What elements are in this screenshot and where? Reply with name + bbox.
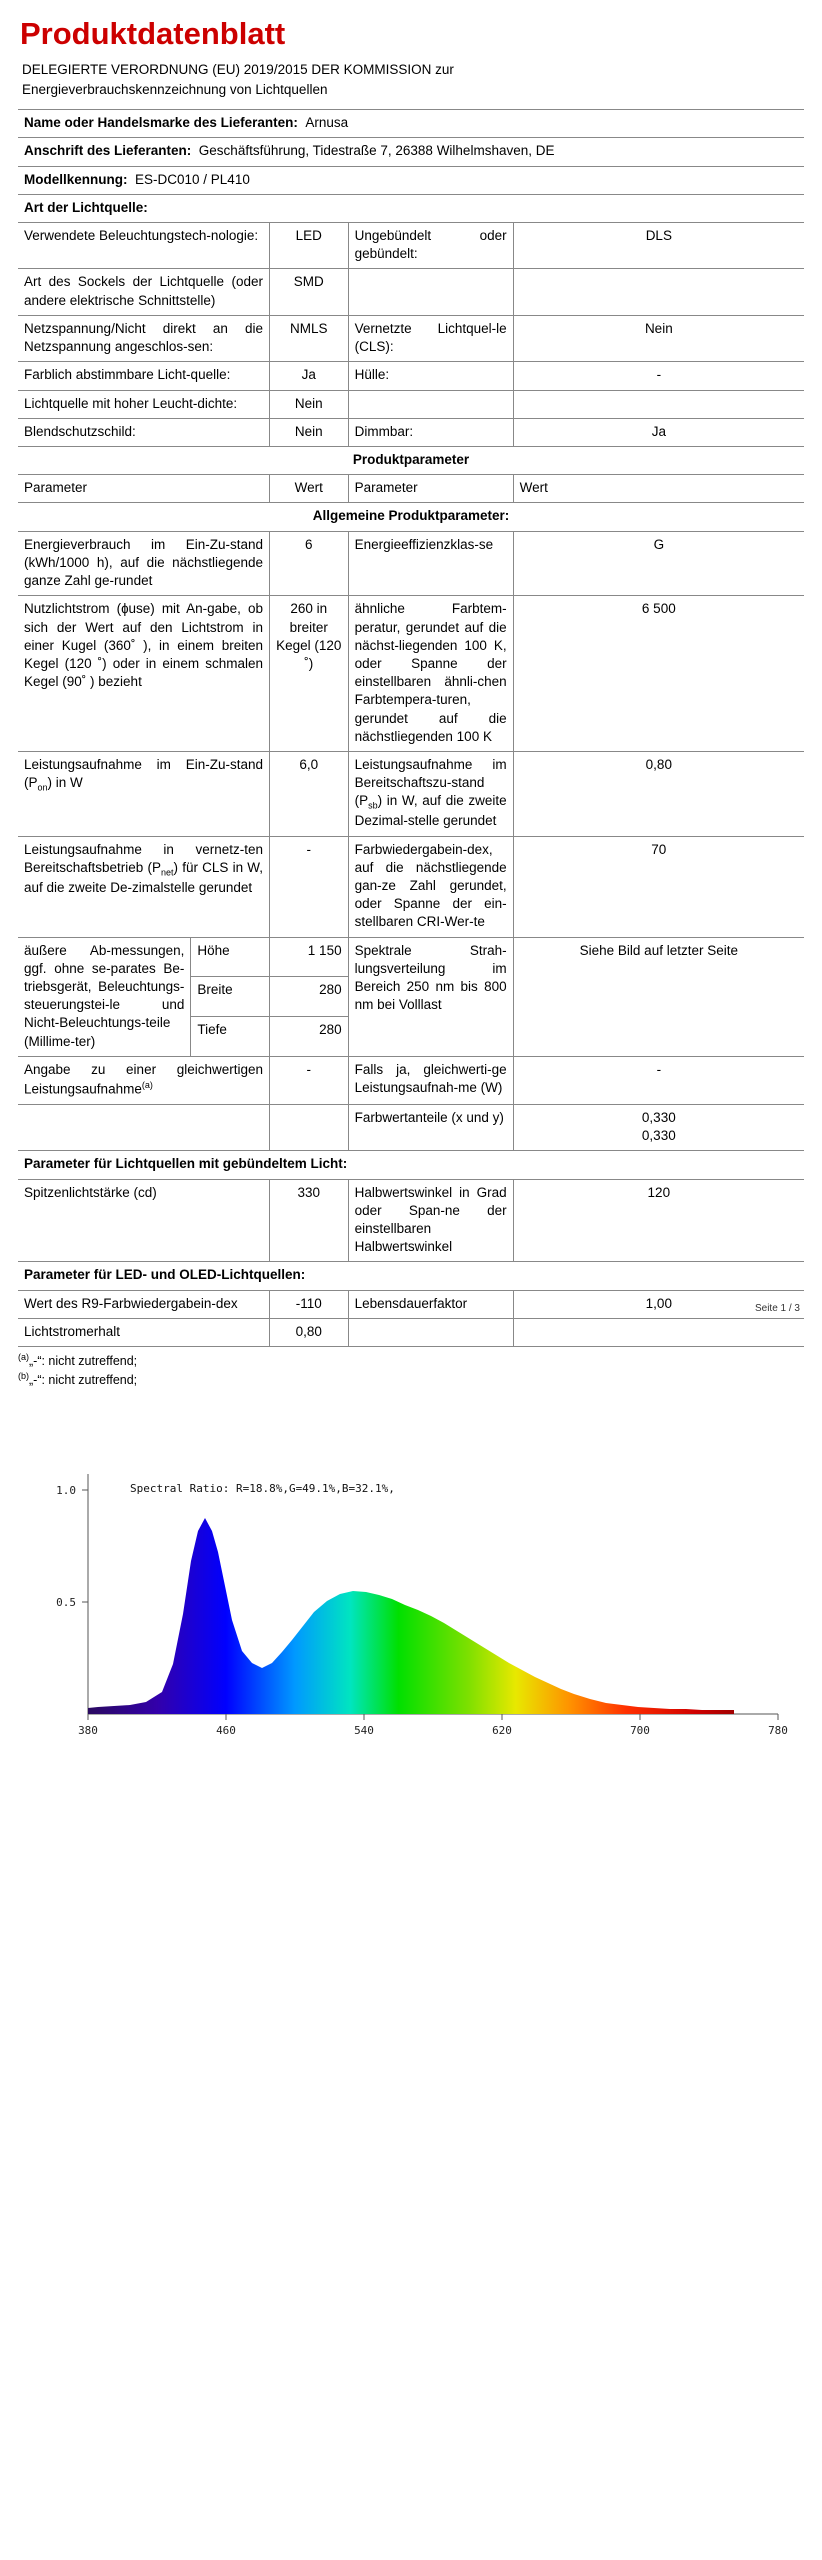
table-row (18, 752, 804, 836)
table-row (18, 1179, 804, 1262)
section-led-oled: Parameter für LED- und OLED-Lichtquellen: (18, 1262, 804, 1290)
table-row (18, 596, 804, 752)
type-value-2 (513, 269, 804, 315)
section-light-source-type: Art der Lichtquelle: (18, 194, 804, 222)
led-label: Lichtstromerhalt (18, 1318, 270, 1346)
model-value: ES-DC010 / PL410 (135, 171, 250, 187)
param-value: 260 in breiter Kegel (120 ˚) (270, 596, 349, 752)
supplier-address-value: Geschäftsführung, Tidestraße 7, 26388 Wilhelmshaven, DE (198, 143, 555, 159)
equivalent-power-label: Angabe zu einer gleichwertigen Leistungsaufnahme$^{(a)}$ (18, 1056, 270, 1104)
led-value-2 (513, 1318, 804, 1346)
table-row (18, 836, 804, 937)
param-label-2: ähnliche Farbtem-peratur, gerundet auf die nächst-liegenden 100 K, oder Spanne der einstellbaren ähnli-chen Farbtempera-turen, gerundet auf die nächstliegenden 100 K (348, 596, 513, 752)
supplier-address-label: Anschrift des Lieferanten: (24, 143, 192, 159)
y-tick-label: 0.5 (56, 1595, 76, 1609)
col-header-parameter-2: Parameter (348, 475, 513, 503)
param-value-2: 70 (513, 836, 804, 937)
param-label: Leistungsaufnahme in vernetz-ten Bereitschaftsbetrieb $(P_{net})$ für CLS in W, auf die zweite De-zimalstelle gerundet (18, 836, 270, 937)
table-row (18, 937, 804, 977)
x-tick-label: 540 (354, 1723, 374, 1737)
supplier-name-value: Arnusa (305, 115, 349, 131)
equivalent-power-value-2: - (513, 1056, 804, 1104)
empty-cell (18, 1104, 270, 1150)
supplier-name-label: Name oder Handelsmarke des Lieferanten: (24, 115, 298, 131)
param-value-2: 6 500 (513, 596, 804, 752)
type-value: Nein (270, 390, 349, 418)
section-general-parameters: Allgemeine Produktparameter: (18, 503, 804, 531)
type-label: Verwendete Beleuchtungstech-nologie: (18, 223, 270, 269)
type-value-2: Nein (513, 315, 804, 361)
param-value: 6,0 (270, 752, 349, 836)
col-header-wert: Wert (270, 475, 349, 503)
dimension-value: 1 150 (270, 937, 349, 977)
param-label-2: Energieeffizienzklas-se (348, 531, 513, 596)
param-label-2: Farbwiedergabein-dex, auf die nächstliegende gan-ze Zahl gerundet, oder Spanne der ein-stellbaren CRI-Wer-te (348, 836, 513, 937)
param-label: Nutzlichtstrom (ɸuse) mit An-gabe, ob sich der Wert auf den Lichtstrom in einer Kugel (360˚ ), in einem breiten Kegel (120 ˚) oder in einem schmalen Kegel (90˚ ) bezieht (18, 596, 270, 752)
type-value-2: Ja (513, 418, 804, 446)
type-label-2: Hülle: (348, 362, 513, 390)
table-row (18, 531, 804, 596)
spectral-value: Siehe Bild auf letzter Seite (513, 937, 804, 1056)
x-tick-label: 620 (492, 1723, 512, 1737)
table-row (18, 194, 804, 222)
bundled-value: 330 (270, 1179, 349, 1262)
chart-title: Spectral Ratio: R=18.8%,G=49.1%,B=32.1%, (130, 1481, 395, 1495)
led-value: -110 (270, 1290, 349, 1318)
empty-cell (270, 1104, 349, 1150)
table-row (18, 418, 804, 446)
dimension-value: 280 (270, 1017, 349, 1057)
color-coordinates-label: Farbwertanteile (x und y) (348, 1104, 513, 1150)
page-title: Produktdatenblatt (20, 16, 286, 51)
table-row (18, 446, 804, 474)
table-row (18, 223, 804, 269)
table-row (18, 1290, 804, 1318)
spectral-chart (18, 1456, 804, 1756)
x-tick-label: 700 (630, 1723, 650, 1737)
param-label: Leistungsaufnahme im Ein-Zu-stand $(P_{on})$ in W (18, 752, 270, 836)
table-row (18, 503, 804, 531)
bundled-label: Spitzenlichtstärke (cd) (18, 1179, 270, 1262)
type-label: Farblich abstimmbare Licht-quelle: (18, 362, 270, 390)
footnote-a: $^{(a)}$„-“: nicht zutreffend; (18, 1352, 138, 1369)
section-bundled-light: Parameter für Lichtquellen mit gebündeltem Licht: (18, 1151, 804, 1179)
type-label-2: Ungebündelt oder gebündelt: (348, 223, 513, 269)
equivalent-power-label-2: Falls ja, gleichwerti-ge Leistungsaufnah-me (W) (348, 1056, 513, 1104)
spectral-distribution-plot (18, 1456, 804, 1756)
param-value: - (270, 836, 349, 937)
type-label: Netzspannung/Nicht direkt an die Netzspannung angeschlos-sen: (18, 315, 270, 361)
type-label-2 (348, 269, 513, 315)
type-value: LED (270, 223, 349, 269)
type-label: Lichtquelle mit hoher Leucht-dichte: (18, 390, 270, 418)
color-coordinates-value: 0,330 0,330 (513, 1104, 804, 1150)
table-row (18, 315, 804, 361)
table-row (18, 110, 804, 138)
type-label-2: Dimmbar: (348, 418, 513, 446)
x-tick-label: 380 (78, 1723, 98, 1737)
table-row (18, 390, 804, 418)
spectral-label: Spektrale Strah-lungsverteilung im Bereich 250 nm bis 800 nm bei Volllast (348, 937, 513, 1056)
table-row (18, 1104, 804, 1150)
table-row (18, 138, 804, 166)
col-header-parameter: Parameter (18, 475, 270, 503)
type-value-2 (513, 390, 804, 418)
param-label: Energieverbrauch im Ein-Zu-stand (kWh/1000 h), auf die nächstliegende ganze Zahl ge-rundet (18, 531, 270, 596)
table-row (18, 475, 804, 503)
section-product-parameters: Produktparameter (18, 446, 804, 474)
param-value: 6 (270, 531, 349, 596)
dimensions-label: äußere Ab-messungen, ggf. ohne se-parates Be-triebsgerät, Beleuchtungs-steuerungstei-le und Nicht-Beleuchtungs-teile (Millime-ter) (18, 937, 191, 1056)
led-value-2: 1,00 (513, 1290, 804, 1318)
page-number: Seite 1 / 3 (754, 1303, 800, 1314)
led-label-2 (348, 1318, 513, 1346)
type-value: NMLS (270, 315, 349, 361)
type-value-2: - (513, 362, 804, 390)
supplier-address-cell (18, 138, 804, 166)
col-header-wert-2: Wert (513, 475, 804, 503)
led-label: Wert des R9-Farbwiedergabein-dex (18, 1290, 270, 1318)
bundled-value-2: 120 (513, 1179, 804, 1262)
footnote-b: $^{(b)}$„-“: nicht zutreffend; (18, 1371, 138, 1388)
table-row (18, 362, 804, 390)
type-value: Nein (270, 418, 349, 446)
type-label-2: Vernetzte Lichtquel-le (CLS): (348, 315, 513, 361)
param-value-2: 0,80 (513, 752, 804, 836)
type-value-2: DLS (513, 223, 804, 269)
type-label-2 (348, 390, 513, 418)
dimension-name: Breite (191, 977, 270, 1017)
table-row (18, 166, 804, 194)
equivalent-power-value: - (270, 1056, 349, 1104)
table-row (18, 1151, 804, 1179)
model-label: Modellkennung: (24, 171, 128, 187)
type-value: SMD (270, 269, 349, 315)
type-value: Ja (270, 362, 349, 390)
dimension-name: Höhe (191, 937, 270, 977)
table-row (18, 269, 804, 315)
table-row (18, 1318, 804, 1346)
dimension-value: 280 (270, 977, 349, 1017)
type-label: Art des Sockels der Lichtquelle (oder andere elektrische Schnittstelle) (18, 269, 270, 315)
supplier-name-cell (18, 110, 804, 138)
dimension-name: Tiefe (191, 1017, 270, 1057)
table-row (18, 1056, 804, 1104)
datasheet-table (18, 109, 804, 1347)
page-subtitle: DELEGIERTE VERORDNUNG (EU) 2019/2015 DER KOMMISSION zur Energieverbrauchskennzeichnung von Lichtquellen (22, 62, 454, 97)
led-value: 0,80 (270, 1318, 349, 1346)
param-value-2: G (513, 531, 804, 596)
table-row (18, 1262, 804, 1290)
x-tick-label: 780 (768, 1723, 788, 1737)
led-label-2: Lebensdauerfaktor (348, 1290, 513, 1318)
y-tick-label: 1.0 (56, 1483, 76, 1497)
bundled-label-2: Halbwertswinkel in Grad oder Span-ne der einstellbaren Halbwertswinkel (348, 1179, 513, 1262)
x-tick-label: 460 (216, 1723, 236, 1737)
param-label-2: Leistungsaufnahme im Bereitschaftszu-stand $(P_{sb})$ in W, auf die zweite Dezimal-stelle gerundet (348, 752, 513, 836)
type-label: Blendschutzschild: (18, 418, 270, 446)
model-cell (18, 166, 804, 194)
footnotes (18, 1351, 804, 1390)
